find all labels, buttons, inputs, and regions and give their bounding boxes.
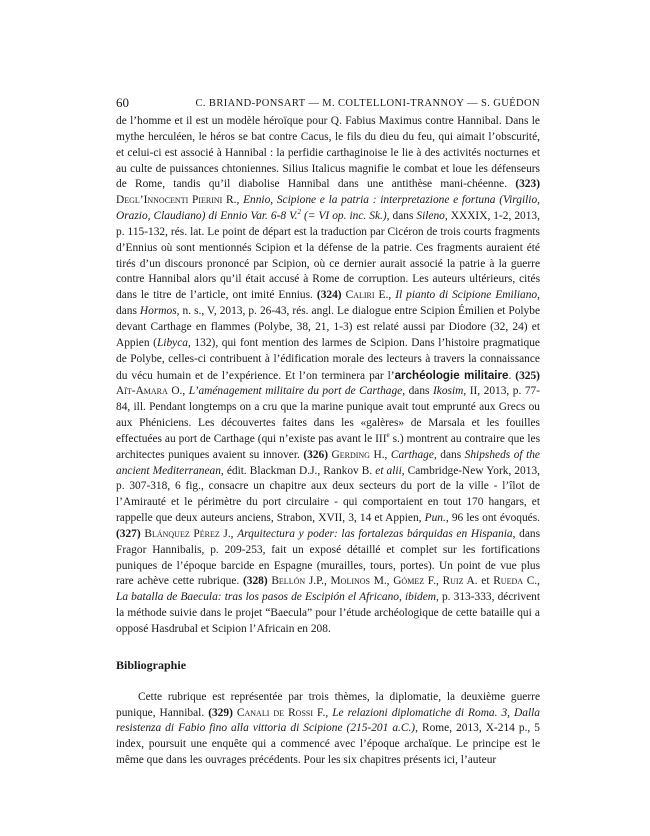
author-328-ruiz: Ruiz xyxy=(442,575,464,588)
text: de l’homme et il est un modèle héroïque pour Q. Fabius Maximus contre Hannibal. Dans le mythe herculéen, le héros se bat contre Cacus, le fils du dieu du feu, qui aimait l’obscurité, et celui-ci est associé à Hannibal : la perfidie carthaginoise le lie à des activités nocturnes et au culte de puissances chtoniennes. Silius Italicus magnifie le combat et loue les défenseurs de Rome, tandis qu’il diabolise Hannibal dans une antithèse mani-chéenne. xyxy=(116,115,540,191)
running-header: C. BRIAND-PONSART — M. COLTELLONI-TRANNOY — S. GUÉDON xyxy=(195,98,540,109)
author-328-rueda: Rueda xyxy=(493,575,524,588)
paragraph-bibliographie xyxy=(116,690,540,769)
title-325: L’aménagement militaire du port de Carthage xyxy=(188,385,403,398)
text: , dans xyxy=(433,448,465,461)
title-328: La batalla de Baecula: tras los pasos de Escipión el Africano xyxy=(116,591,399,604)
keyword-archeologie-militaire: archéologie militaire xyxy=(394,368,509,382)
author-328-bellon: Bellón xyxy=(271,575,306,588)
text: , n. s., V, 2013, p. 26-43, rés. angl. Le dialogue entre Scipion Émilien et Polybe devant Carthage en flammes (Polybe, 38, 21, 1-3) est relaté aussi par Diodore (32, 24) et Appien ( xyxy=(116,305,540,349)
author-328-gomez: Gómez xyxy=(393,575,425,588)
entry-number-324: (324) xyxy=(316,289,342,302)
text: A. et xyxy=(463,575,494,588)
author-325: Aït-Amara xyxy=(116,385,168,398)
text: , dans xyxy=(386,210,417,223)
superscript: e xyxy=(386,431,390,440)
source-libyca: Libyca xyxy=(156,336,188,349)
entry-number-328: (328) xyxy=(242,575,268,588)
text: , xyxy=(399,591,405,604)
text: , dans xyxy=(402,385,433,398)
text: , II, 2013, p. 77-84, ill. Pendant longtemps on a cru que la marine punique avait tout emprunté aux Grecs ou aux Phéniciens. Les découvertes faites dans les «galères» de Marsala et les fouilles effectuées au port de Carthage (qui n’existe pas avant le III xyxy=(116,385,540,445)
text: , 132), qui font mention des larmes de Scipion. Dans l’histoire pragmatique de Polybe, celles-ci contribuent à l’édification morale des lecteurs à travers la connaissance du vécu humain et de l’expérience. Et l’on terminera par l’ xyxy=(116,336,540,382)
author-328-molinos: Molinos xyxy=(330,575,371,588)
text: O., xyxy=(167,385,189,398)
section-heading-bibliographie: Bibliographie xyxy=(116,657,187,672)
page-number: 60 xyxy=(116,95,129,110)
text: F., xyxy=(313,706,333,719)
title-327: Arquitectura y poder: las fortalezas bárquidas en Hispania xyxy=(237,527,513,540)
author-326: Gerding xyxy=(331,448,370,461)
book-326: Shipsheds of the ancient Mediterranean xyxy=(116,448,540,477)
title-text: Ennio, Scipione e la patria : interpretazione e fortuna (Virgilio, Orazio, Claudiano) di Ennio Var. 6-8 V. xyxy=(116,194,541,223)
text: J.P., xyxy=(305,575,331,588)
entry-number-327: (327) xyxy=(116,527,141,540)
journal-324: Hormos xyxy=(139,305,177,318)
title-329: Le relazioni diplomatiche di Roma. 3, Dalla resistenza di Fabio fino alla vittoria di Scipione (215-201 a.C.) xyxy=(116,706,540,735)
text: Cette rubrique est représentée par trois thèmes, la diplomatie, la deuxième guerre punique, Hannibal. xyxy=(116,690,540,719)
text: H., xyxy=(369,448,391,461)
entry-number-329: (329) xyxy=(208,706,233,719)
text: s.) montrent au contraire que les architectes puniques avaient su innover. xyxy=(116,432,541,461)
et-alii: et alii xyxy=(375,464,402,477)
title-324: Il pianto di Scipione Emiliano xyxy=(395,289,538,302)
ibidem: ibidem xyxy=(404,591,436,604)
journal-323: Sileno xyxy=(416,210,445,223)
text: F., xyxy=(424,575,443,588)
entry-number-323: (323) xyxy=(515,178,540,191)
paragraph-military-sources xyxy=(116,114,540,638)
author-327: Blánquez Pérez xyxy=(144,527,220,540)
entry-number-326: (326) xyxy=(303,448,329,461)
author-323: Degl’Innocenti Pierini xyxy=(116,194,223,207)
text: R., xyxy=(222,194,244,207)
entry-number-325: (325) xyxy=(515,369,540,382)
source-pun: Pun. xyxy=(424,512,446,525)
title-text: (= VI op. inc. Sk.) xyxy=(300,210,387,223)
text: , dans Fragor Hannibalis, p. 209-253, fait un exposé détaillé et complet sur les fortifications puniques de l’époque barcide en Espagne (murailles, tours, portes). Un point de vue plus rare achève cette rubrique. xyxy=(116,527,541,588)
text: . xyxy=(508,369,516,382)
text: , XXXIX, 1-2, 2013, p. 115-132, rés. lat. Le point de départ est la traduction par Cicéron de trois courts fragments d’Ennius où sont mentionnés Scipion et la défense de la patrie. Ces fragments auraient été tirés d’un discours prononcé par Scipion, où ce dernier aurait associé la patrie à la guerre contre Hannibal alors qu’il était accusé à Rome de corruption. Les auteurs ultérieurs, cités dans le titre de l’article, ont imité Ennius. xyxy=(116,210,540,302)
superscript: 2 xyxy=(297,208,301,217)
text: , 96 les ont évoqués. xyxy=(445,512,540,525)
text: , Rome, 2013, X-214 p., 5 index, poursuit une enquête qui a commencé avec l’époque archaïque. Le principe est le même que dans les ouvrages précédents. Pour les six chapitres présents ici, l’auteur xyxy=(116,722,540,767)
author-329: Canali de Rossi xyxy=(236,706,314,719)
text: M., xyxy=(370,575,394,588)
author-324: Caliri xyxy=(345,289,375,302)
text: , dans xyxy=(116,289,540,318)
text: C., xyxy=(523,575,540,588)
journal-325: Ikosim xyxy=(432,385,464,398)
text: , édit. Blackman D.J., Rankov B. xyxy=(220,464,376,477)
text: J., xyxy=(219,527,238,540)
text: , p. 313-333, décrivent la méthode suivie dans le projet “Baecula” pour l’étude archéologique de cette bataille qui a opposé Hasdrubal et Scipion l’Africain en 208. xyxy=(116,591,540,635)
text: E., xyxy=(374,289,396,302)
title-326: Carthage xyxy=(390,448,434,461)
article-body xyxy=(116,114,540,769)
text: , Cambridge-New York, 2013, p. 307-318, 6 fig., consacre un chapitre aux deux secteurs du port de la ville - l’îlot de l’Amirauté et le périmètre du port circulaire - qui comportaient en tout 170 hangars, et rappelle que deux auteurs anciens, Strabon, XVII, 3, 14 et Appien, xyxy=(116,464,540,525)
